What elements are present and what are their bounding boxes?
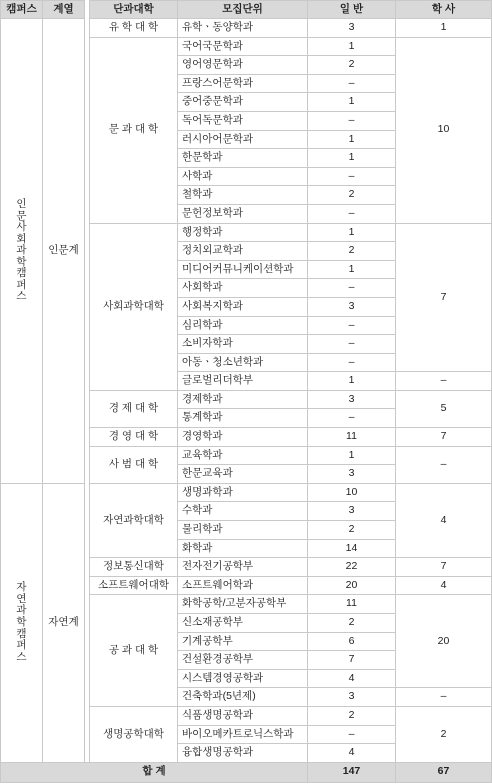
unit-cell: 사학과 — [178, 167, 308, 186]
unit-cell: 건축학과(5년제) — [178, 688, 308, 707]
table-body — [1, 19, 492, 763]
unit-cell: 행정학과 — [178, 223, 308, 242]
unit-cell: 독어독문학과 — [178, 111, 308, 130]
regular-count-cell: – — [308, 353, 396, 372]
regular-count-cell: 11 — [308, 595, 396, 614]
regular-count-cell: 2 — [308, 242, 396, 261]
regular-count-cell: 11 — [308, 428, 396, 447]
regular-count-cell: – — [308, 409, 396, 428]
regular-count-cell: – — [308, 279, 396, 298]
unit-cell: 바이오메카트로닉스학과 — [178, 725, 308, 744]
bachelor-count-cell: 2 — [396, 706, 492, 762]
bachelor-count-cell: 5 — [396, 390, 492, 427]
unit-cell: 아동ㆍ청소년학과 — [178, 353, 308, 372]
unit-cell: 문헌정보학과 — [178, 204, 308, 223]
unit-cell: 기계공학부 — [178, 632, 308, 651]
regular-count-cell: 1 — [308, 93, 396, 112]
total-bachelor: 67 — [396, 762, 492, 782]
bachelor-count-cell: 10 — [396, 37, 492, 223]
unit-cell: 글로벌리더학부 — [178, 372, 308, 391]
header-unit: 모집단위 — [178, 1, 308, 19]
unit-cell: 생명과학과 — [178, 483, 308, 502]
series-cell: 자연계 — [43, 483, 85, 762]
bachelor-count-cell: 7 — [396, 223, 492, 372]
regular-count-cell: – — [308, 167, 396, 186]
regular-count-cell: 14 — [308, 539, 396, 558]
regular-count-cell: – — [308, 335, 396, 354]
unit-cell: 한문학과 — [178, 149, 308, 168]
regular-count-cell: 3 — [308, 688, 396, 707]
unit-cell: 신소재공학부 — [178, 614, 308, 633]
regular-count-cell: 3 — [308, 465, 396, 484]
header-row — [1, 1, 492, 19]
college-cell: 생명공학대학 — [90, 706, 178, 762]
unit-cell: 정치외교학과 — [178, 242, 308, 261]
unit-cell: 화학과 — [178, 539, 308, 558]
series-cell: 인문계 — [43, 19, 85, 484]
regular-count-cell: 7 — [308, 651, 396, 670]
regular-count-cell: 3 — [308, 390, 396, 409]
bachelor-count-cell: – — [396, 688, 492, 707]
regular-count-cell: 20 — [308, 576, 396, 595]
unit-cell: 경영학과 — [178, 428, 308, 447]
unit-cell: 물리학과 — [178, 521, 308, 540]
unit-cell: 화학공학/고분자공학부 — [178, 595, 308, 614]
regular-count-cell: – — [308, 74, 396, 93]
regular-count-cell: – — [308, 316, 396, 335]
unit-cell: 프랑스어문학과 — [178, 74, 308, 93]
college-cell: 사 범 대 학 — [90, 446, 178, 483]
unit-cell: 소비자학과 — [178, 335, 308, 354]
regular-count-cell: 3 — [308, 297, 396, 316]
bachelor-count-cell: 1 — [396, 19, 492, 38]
regular-count-cell: – — [308, 725, 396, 744]
regular-count-cell: – — [308, 204, 396, 223]
unit-cell: 사회학과 — [178, 279, 308, 298]
regular-count-cell: 2 — [308, 521, 396, 540]
table-row — [1, 483, 492, 502]
unit-cell: 시스템경영공학과 — [178, 669, 308, 688]
campus-cell: 자 연 과 학 캠 퍼 스 — [1, 483, 43, 762]
unit-cell: 한문교육과 — [178, 465, 308, 484]
unit-cell: 영어영문학과 — [178, 56, 308, 75]
campus-cell: 인 문 사 회 과 학 캠 퍼 스 — [1, 19, 43, 484]
regular-count-cell: 2 — [308, 186, 396, 205]
unit-cell: 수학과 — [178, 502, 308, 521]
unit-cell: 심리학과 — [178, 316, 308, 335]
unit-cell: 미디어커뮤니케이션학과 — [178, 260, 308, 279]
unit-cell: 소프트웨어학과 — [178, 576, 308, 595]
header-bachelor: 학 사 — [396, 1, 492, 19]
regular-count-cell: 4 — [308, 744, 396, 763]
unit-cell: 국어국문학과 — [178, 37, 308, 56]
college-cell: 문 과 대 학 — [90, 37, 178, 223]
regular-count-cell: 2 — [308, 56, 396, 75]
regular-count-cell: 1 — [308, 37, 396, 56]
unit-cell: 사회복지학과 — [178, 297, 308, 316]
college-cell: 경 영 대 학 — [90, 428, 178, 447]
header-college: 단과대학 — [90, 1, 178, 19]
regular-count-cell: 1 — [308, 223, 396, 242]
unit-cell: 건설환경공학부 — [178, 651, 308, 670]
total-row — [1, 762, 492, 782]
college-cell: 공 과 대 학 — [90, 595, 178, 707]
bachelor-count-cell: 4 — [396, 483, 492, 557]
unit-cell: 경제학과 — [178, 390, 308, 409]
regular-count-cell: 2 — [308, 614, 396, 633]
unit-cell: 전자전기공학부 — [178, 558, 308, 577]
unit-cell: 교육학과 — [178, 446, 308, 465]
unit-cell: 융합생명공학과 — [178, 744, 308, 763]
regular-count-cell: 1 — [308, 260, 396, 279]
regular-count-cell: 22 — [308, 558, 396, 577]
unit-cell: 철학과 — [178, 186, 308, 205]
regular-count-cell: – — [308, 111, 396, 130]
bachelor-count-cell: 7 — [396, 558, 492, 577]
unit-cell: 러시아어문학과 — [178, 130, 308, 149]
college-cell: 유 학 대 학 — [90, 19, 178, 38]
header-campus: 캠퍼스 — [1, 1, 43, 19]
regular-count-cell: 1 — [308, 372, 396, 391]
unit-cell: 중어중문학과 — [178, 93, 308, 112]
bachelor-count-cell: – — [396, 446, 492, 483]
regular-count-cell: 4 — [308, 669, 396, 688]
unit-cell: 식품생명공학과 — [178, 706, 308, 725]
table-row — [1, 19, 492, 38]
header-regular: 일 반 — [308, 1, 396, 19]
regular-count-cell: 6 — [308, 632, 396, 651]
bachelor-count-cell: – — [396, 372, 492, 391]
college-cell: 자연과학대학 — [90, 483, 178, 557]
bachelor-count-cell: 20 — [396, 595, 492, 688]
header-series: 계열 — [43, 1, 85, 19]
regular-count-cell: 2 — [308, 706, 396, 725]
college-cell: 소프트웨어대학 — [90, 576, 178, 595]
college-cell: 정보통신대학 — [90, 558, 178, 577]
regular-count-cell: 1 — [308, 130, 396, 149]
total-label: 합 계 — [1, 762, 308, 782]
total-regular: 147 — [308, 762, 396, 782]
bachelor-count-cell: 4 — [396, 576, 492, 595]
regular-count-cell: 3 — [308, 502, 396, 521]
college-cell: 사회과학대학 — [90, 223, 178, 390]
regular-count-cell: 1 — [308, 149, 396, 168]
regular-count-cell: 1 — [308, 446, 396, 465]
regular-count-cell: 3 — [308, 19, 396, 38]
regular-count-cell: 10 — [308, 483, 396, 502]
college-cell: 경 제 대 학 — [90, 390, 178, 427]
bachelor-count-cell: 7 — [396, 428, 492, 447]
unit-cell: 유학ㆍ동양학과 — [178, 19, 308, 38]
unit-cell: 통계학과 — [178, 409, 308, 428]
